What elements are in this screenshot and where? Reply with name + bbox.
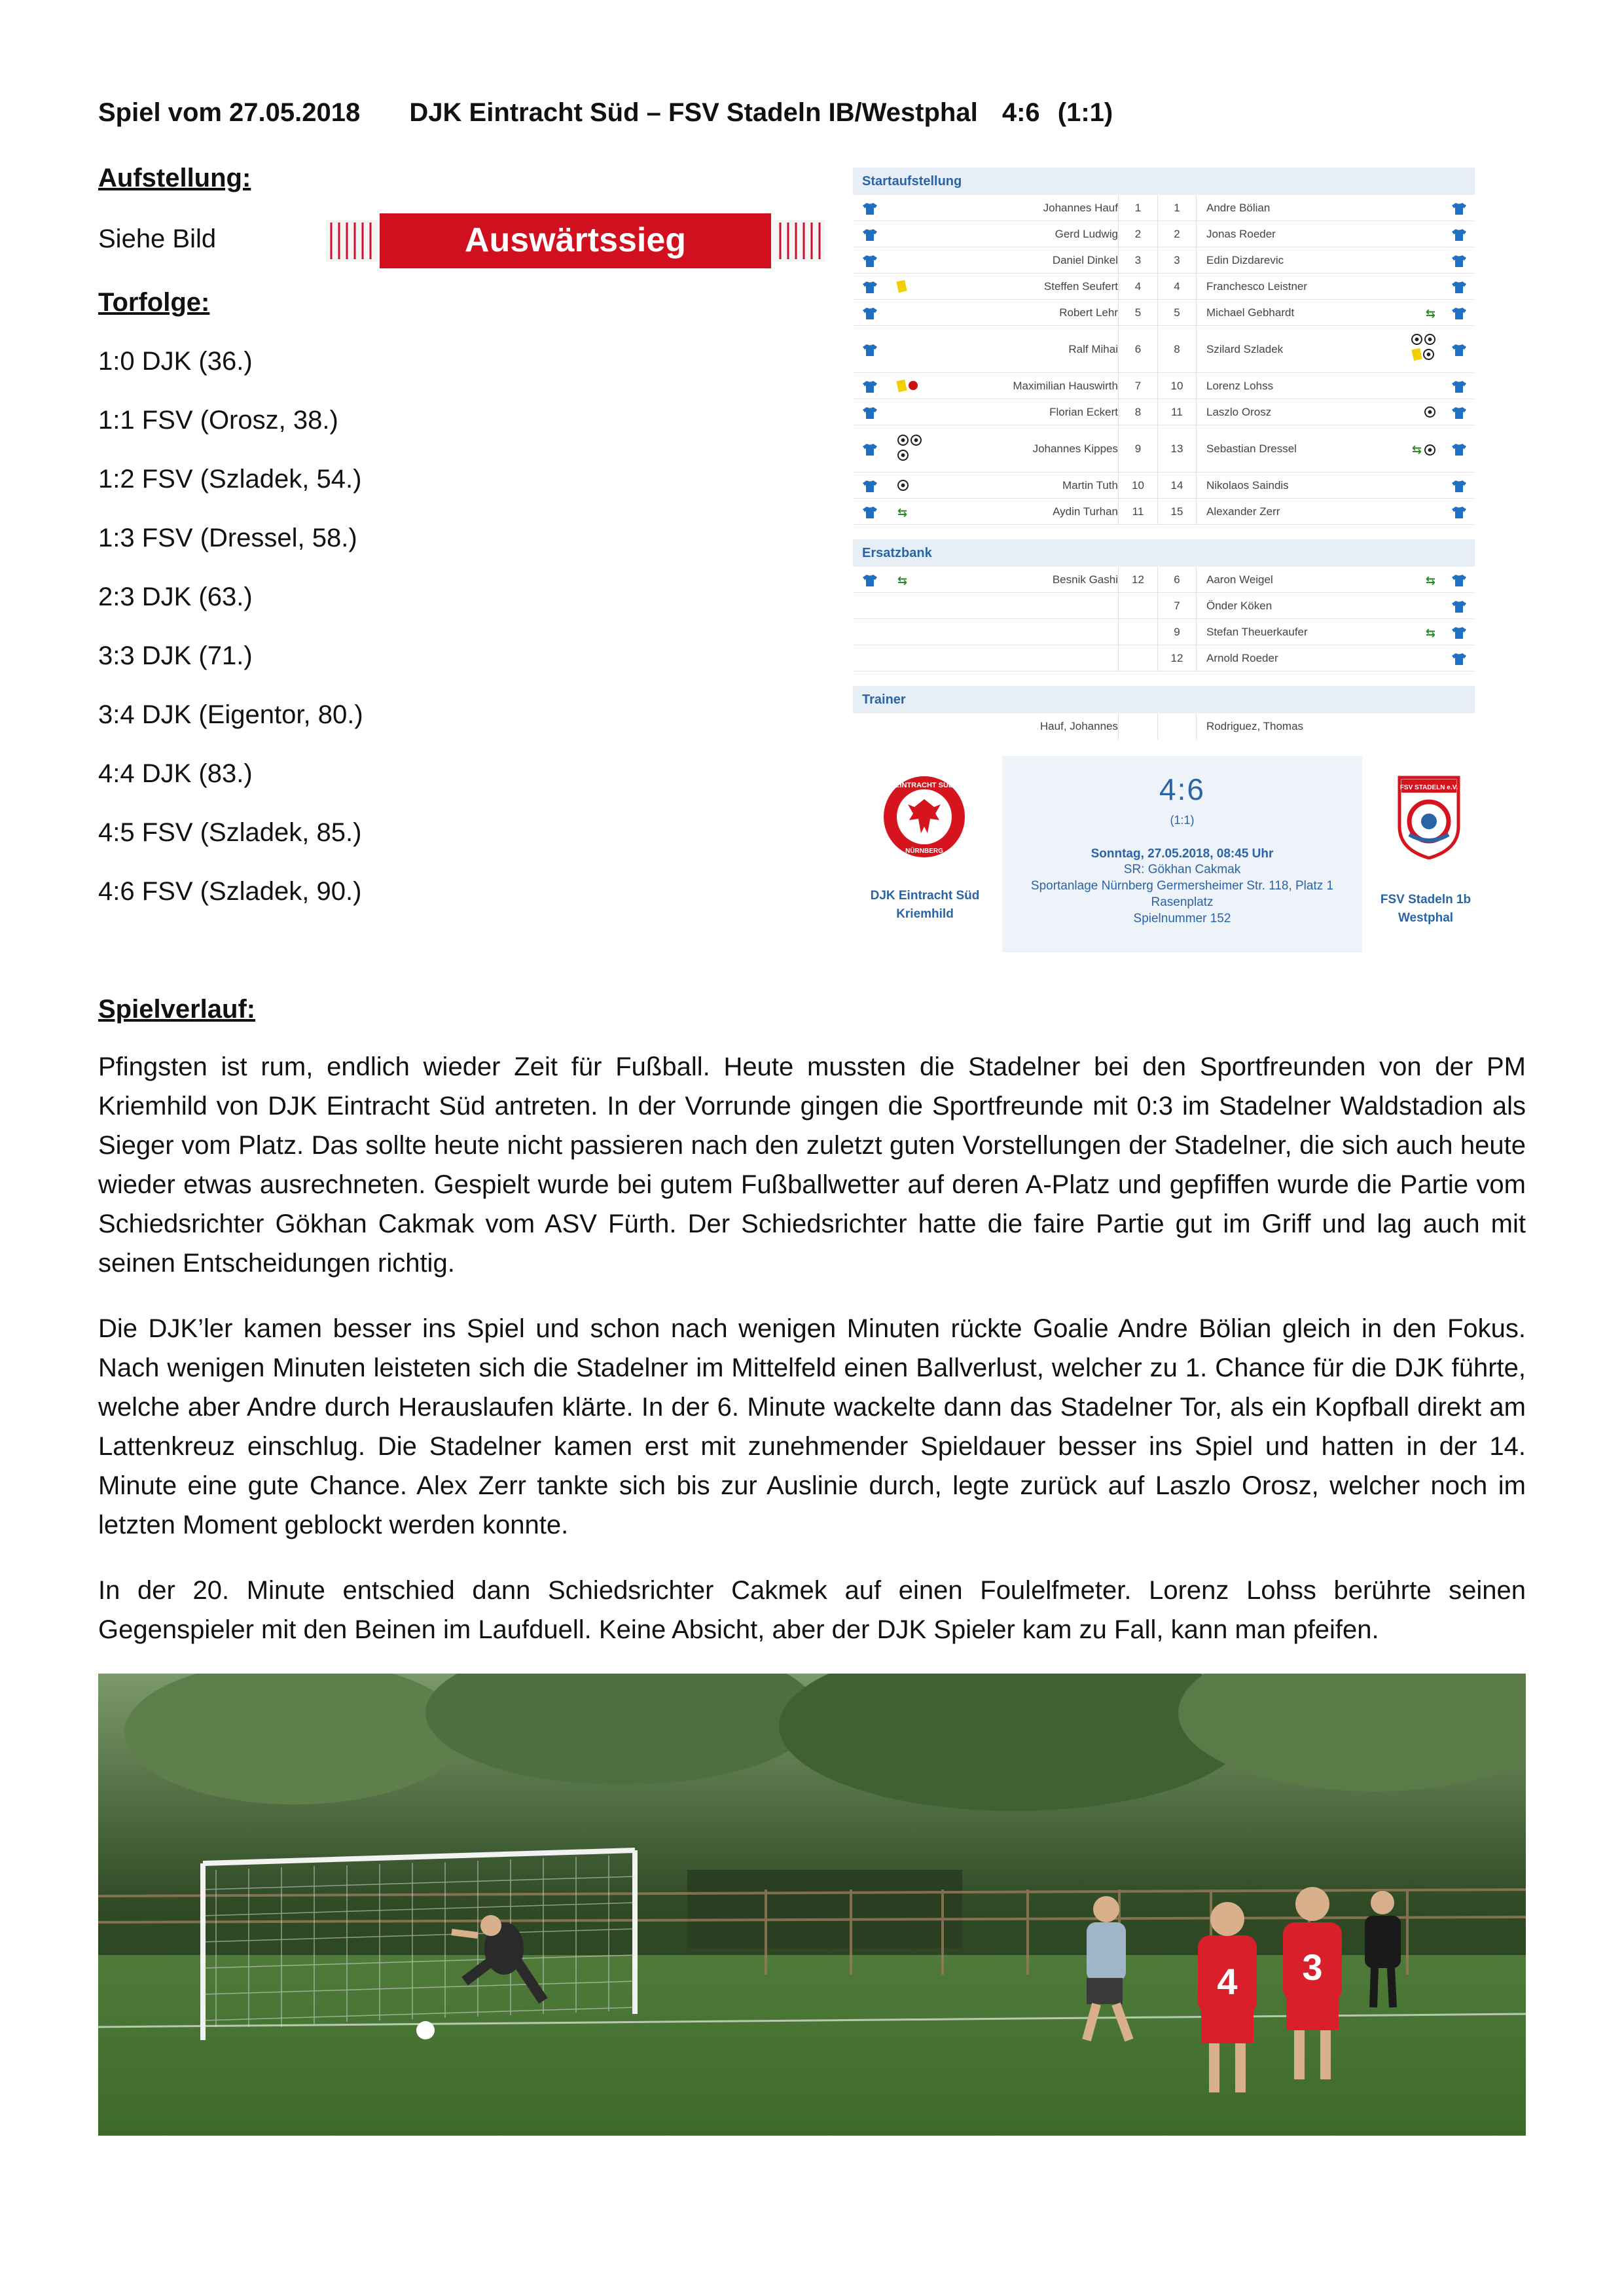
shirt-icon bbox=[862, 255, 878, 268]
shirt-icon bbox=[862, 406, 878, 420]
lineup-row bbox=[853, 399, 1475, 425]
away-player: Sebastian Dressel bbox=[1206, 442, 1297, 455]
home-team-line1: DJK Eintracht Süd bbox=[870, 889, 980, 903]
away-player: Michael Gebhardt bbox=[1206, 306, 1295, 319]
home-number: 2 bbox=[1118, 221, 1157, 247]
home-number: 4 bbox=[1118, 274, 1157, 299]
away-player: Önder Köken bbox=[1206, 599, 1272, 612]
away-team-line1: FSV Stadeln 1b bbox=[1380, 893, 1471, 906]
match-teams: DJK Eintracht Süd – FSV Stadeln IB/Westphal bbox=[409, 98, 978, 127]
away-player: Alexander Zerr bbox=[1206, 505, 1280, 518]
score-box bbox=[853, 756, 1475, 952]
home-number: 1 bbox=[1118, 195, 1157, 221]
halftime-score: (1:1) bbox=[1170, 814, 1195, 827]
venue: Sportanlage Nürnberg Germersheimer Str. 118, Platz 1 bbox=[1030, 879, 1334, 893]
yellow-card-icon bbox=[896, 379, 907, 391]
away-team-name bbox=[1363, 891, 1488, 927]
home-player: Johannes Hauf bbox=[1043, 201, 1118, 214]
away-number: 2 bbox=[1157, 221, 1197, 247]
shirt-icon bbox=[862, 281, 878, 294]
shirt-icon bbox=[1451, 344, 1467, 357]
home-player: Gerd Ludwig bbox=[1055, 227, 1118, 240]
away-player: Szilard Szladek bbox=[1206, 342, 1284, 355]
home-number: 9 bbox=[1118, 425, 1157, 472]
trainer-row bbox=[853, 713, 1475, 740]
home-player: Aydin Turhan bbox=[1053, 505, 1118, 518]
substitution-icon: ⇆ bbox=[1425, 573, 1435, 587]
goal-ball-icon bbox=[1423, 349, 1434, 360]
bench-row bbox=[853, 567, 1475, 593]
goal-item: 3:3 DJK (71.) bbox=[98, 641, 253, 670]
yellow-card-icon bbox=[1411, 348, 1422, 360]
shirt-icon bbox=[862, 380, 878, 393]
bench-header: Ersatzbank bbox=[853, 539, 1475, 567]
bench-row bbox=[853, 619, 1475, 645]
bench-row bbox=[853, 645, 1475, 672]
home-team-line2: Kriemhild bbox=[896, 907, 954, 921]
lineup-row bbox=[853, 473, 1475, 499]
home-number: 3 bbox=[1118, 247, 1157, 273]
shirt-icon bbox=[1451, 406, 1467, 420]
goal-ball-icon bbox=[1424, 444, 1435, 456]
away-player: Aaron Weigel bbox=[1206, 573, 1273, 586]
yellow-card-icon bbox=[896, 279, 907, 292]
away-number: 5 bbox=[1157, 300, 1197, 325]
home-number bbox=[1118, 645, 1157, 671]
home-player: Florian Eckert bbox=[1049, 405, 1118, 418]
home-player: Daniel Dinkel bbox=[1052, 253, 1118, 266]
shirt-icon bbox=[1451, 626, 1467, 639]
scarf-text: Auswärtssieg bbox=[464, 221, 687, 259]
goal-ball-icon bbox=[911, 435, 922, 446]
goal-item: 4:5 FSV (Szladek, 85.) bbox=[98, 818, 362, 847]
home-number: 12 bbox=[1118, 567, 1157, 592]
substitution-icon: ⇆ bbox=[1411, 442, 1422, 456]
final-score: 4:6 bbox=[1159, 772, 1205, 806]
shirt-icon bbox=[862, 480, 878, 493]
start-lineup-header: Startaufstellung bbox=[853, 168, 1475, 195]
home-number: 7 bbox=[1118, 373, 1157, 399]
shirt-icon bbox=[1451, 202, 1467, 215]
lineup-row bbox=[853, 274, 1475, 300]
lineup-row bbox=[853, 195, 1475, 221]
score-center bbox=[1002, 756, 1362, 952]
shirt-icon bbox=[1451, 281, 1467, 294]
match-halftime: (1:1) bbox=[1057, 98, 1113, 127]
away-team-line2: Westphal bbox=[1398, 911, 1454, 925]
home-logo-city: NÜRNBERG bbox=[905, 848, 943, 855]
away-number: 10 bbox=[1157, 373, 1197, 399]
home-number: 5 bbox=[1118, 300, 1157, 325]
home-player: Martin Tuth bbox=[1062, 478, 1118, 492]
referee: SR: Gökhan Cakmak bbox=[1123, 863, 1241, 876]
shirt-icon bbox=[862, 574, 878, 587]
goal-ball-icon bbox=[1424, 334, 1435, 345]
shirt-icon bbox=[1451, 600, 1467, 613]
away-player: Andre Bölian bbox=[1206, 201, 1271, 214]
surface: Rasenplatz bbox=[1151, 895, 1214, 909]
report-paragraph-2: Die DJK’ler kamen besser ins Spiel und schon nach wenigen Minuten rückte Goalie Andre Bölian gleich in den Fokus. Nach wenigen Minuten leisteten sich die Stadelner im Mittelfeld einen Ballverlust, welcher zu 1. Chance für die DJK führte, welche aber Andre durch Herauslaufen klärte. In der 6. Minute wackelte dann das Stadelner Tor, als ein Kopfball direkt am Lattenkreuz einschlug. Die Stadelner kamen erst mit zunehmender Spieldauer besser ins Spiel und hatten in der 14. Minute eine gute Chance. Alex Zerr tankte sich bis zur Auslinie durch, legte zurück auf Laszlo Orosz, welcher noch im letzten Moment geblockt werden konnte. bbox=[98, 1314, 1526, 1539]
bench-row bbox=[853, 593, 1475, 619]
home-number bbox=[1118, 619, 1157, 645]
goal-item: 1:2 FSV (Szladek, 54.) bbox=[98, 465, 362, 493]
shirt-icon bbox=[1451, 480, 1467, 493]
shirt-icon bbox=[1451, 443, 1467, 456]
report-paragraph-3: In der 20. Minute entschied dann Schiedsrichter Cakmek auf einen Foulelfmeter. Lorenz Lohss berührte seinen Gegenspieler mit den Beinen im Laufduell. Keine Absicht, aber der DJK Spieler kam zu Fall, kann man pfeifen. bbox=[98, 1576, 1526, 1644]
home-player: Johannes Kippes bbox=[1032, 442, 1118, 455]
lineup-row bbox=[853, 373, 1475, 399]
substitution-icon: ⇆ bbox=[1425, 626, 1435, 639]
away-number: 11 bbox=[1157, 399, 1197, 425]
shirt-icon bbox=[1451, 307, 1467, 320]
away-player: Laszlo Orosz bbox=[1206, 405, 1272, 418]
match-datetime: Sonntag, 27.05.2018, 08:45 Uhr bbox=[1091, 847, 1274, 861]
home-trainer: Hauf, Johannes bbox=[1039, 720, 1118, 732]
goal-ball-icon bbox=[1424, 406, 1435, 418]
shirt-icon bbox=[1451, 380, 1467, 393]
home-number bbox=[1118, 593, 1157, 619]
goal-ball-icon bbox=[897, 435, 909, 446]
home-number: 11 bbox=[1118, 499, 1157, 524]
goal-item: 3:4 DJK (Eigentor, 80.) bbox=[98, 700, 363, 729]
goal-ball-icon bbox=[897, 450, 909, 461]
goals-heading: Torfolge: bbox=[98, 288, 210, 317]
match-header bbox=[98, 98, 1113, 128]
away-trainer: Rodriguez, Thomas bbox=[1206, 720, 1304, 732]
away-player: Jonas Roeder bbox=[1206, 227, 1276, 240]
goal-item: 1:0 DJK (36.) bbox=[98, 347, 253, 376]
goal-ball-icon bbox=[897, 480, 909, 491]
match-date: Spiel vom 27.05.2018 bbox=[98, 98, 361, 127]
away-number: 12 bbox=[1157, 645, 1197, 671]
see-image-text: Siehe Bild bbox=[98, 224, 217, 253]
lineup-row bbox=[853, 247, 1475, 274]
ball-icon bbox=[416, 2021, 435, 2039]
goal-item: 4:6 FSV (Szladek, 90.) bbox=[98, 877, 362, 906]
home-logo-text: EINTRACHT SÜD bbox=[895, 781, 954, 789]
substitution-icon: ⇆ bbox=[1425, 306, 1435, 320]
lineup-row bbox=[853, 221, 1475, 247]
away-player: Arnold Roeder bbox=[1206, 651, 1278, 664]
shirt-icon bbox=[862, 344, 878, 357]
home-player: Ralf Mihai bbox=[1068, 342, 1118, 355]
away-number: 13 bbox=[1157, 425, 1197, 472]
red-card-icon bbox=[909, 381, 918, 390]
lineup-row bbox=[853, 326, 1475, 373]
shirt-icon bbox=[862, 307, 878, 320]
home-number: 10 bbox=[1118, 473, 1157, 498]
substitution-icon: ⇆ bbox=[897, 573, 908, 587]
goal-item: 4:4 DJK (83.) bbox=[98, 759, 253, 788]
goal-ball-icon bbox=[1411, 334, 1422, 345]
lineup-panel bbox=[853, 168, 1475, 740]
home-number: 6 bbox=[1118, 326, 1157, 372]
away-player: Nikolaos Saindis bbox=[1206, 478, 1289, 492]
report-heading: Spielverlauf: bbox=[98, 995, 256, 1024]
jersey-number: 4 bbox=[1217, 1961, 1238, 2002]
shirt-icon bbox=[862, 443, 878, 456]
away-player: Stefan Theuerkaufer bbox=[1206, 625, 1308, 638]
away-number: 3 bbox=[1157, 247, 1197, 273]
goal-item: 1:3 FSV (Dressel, 58.) bbox=[98, 524, 357, 552]
away-number: 9 bbox=[1157, 619, 1197, 645]
shirt-icon bbox=[1451, 506, 1467, 519]
shirt-icon bbox=[862, 228, 878, 242]
away-number: 4 bbox=[1157, 274, 1197, 299]
report-paragraph-1: Pfingsten ist rum, endlich wieder Zeit für Fußball. Heute mussten die Stadelner bei den Sportfreunden von der PM Kriemhild von DJK Eintracht Süd antreten. In der Vorrunde gingen die Sportfreunde mit 0:3 im Stadelner Waldstadion als Sieger vom Platz. Das sollte heute nicht passieren nach den zuletzt guten Vorstellungen der Stadelner, die sich auch heute wieder etwas ausrechneten. Gespielt wurde bei gutem Fußballwetter auf deren A-Platz und gepfiffen wurde die Partie vom Schiedsrichter Gökhan Cakmak vom ASV Fürth. Der Schiedsrichter hatte die faire Partie gut im Griff und lag auch mit seinen Entscheidungen richtig. bbox=[98, 1052, 1526, 1278]
jersey-number: 3 bbox=[1302, 1946, 1323, 1988]
away-number: 7 bbox=[1157, 593, 1197, 619]
shirt-icon bbox=[1451, 653, 1467, 666]
home-player: Steffen Seufert bbox=[1043, 279, 1118, 293]
home-team-name bbox=[853, 887, 997, 924]
trainer-header: Trainer bbox=[853, 686, 1475, 713]
shirt-icon bbox=[1451, 574, 1467, 587]
shirt-icon bbox=[862, 202, 878, 215]
lineup-row bbox=[853, 499, 1475, 525]
lineup-row bbox=[853, 425, 1475, 473]
goal-item: 2:3 DJK (63.) bbox=[98, 583, 253, 611]
away-number: 15 bbox=[1157, 499, 1197, 524]
match-score: 4:6 bbox=[1001, 98, 1040, 127]
game-number: Spielnummer 152 bbox=[1133, 912, 1231, 925]
away-number: 14 bbox=[1157, 473, 1197, 498]
home-player: Robert Lehr bbox=[1059, 306, 1118, 319]
scarf-banner-image bbox=[326, 211, 825, 270]
away-player: Edin Dizdarevic bbox=[1206, 253, 1284, 266]
away-number: 6 bbox=[1157, 567, 1197, 592]
home-club-logo bbox=[882, 774, 967, 859]
home-player: Besnik Gashi bbox=[1052, 573, 1118, 586]
shirt-icon bbox=[1451, 228, 1467, 242]
substitution-icon: ⇆ bbox=[897, 505, 908, 519]
lineup-row bbox=[853, 300, 1475, 326]
away-player: Franchesco Leistner bbox=[1206, 279, 1308, 293]
shirt-icon bbox=[862, 506, 878, 519]
match-photo bbox=[98, 1674, 1526, 2136]
shirt-icon bbox=[1451, 255, 1467, 268]
away-club-logo bbox=[1396, 774, 1462, 859]
away-logo-text: FSV STADELN e.V. bbox=[1399, 784, 1458, 791]
away-number: 8 bbox=[1157, 326, 1197, 372]
away-player: Lorenz Lohss bbox=[1206, 379, 1274, 392]
away-number: 1 bbox=[1157, 195, 1197, 221]
lineup-heading: Aufstellung: bbox=[98, 164, 251, 192]
goal-item: 1:1 FSV (Orosz, 38.) bbox=[98, 406, 338, 435]
home-player: Maximilian Hauswirth bbox=[1013, 379, 1118, 392]
home-number: 8 bbox=[1118, 399, 1157, 425]
